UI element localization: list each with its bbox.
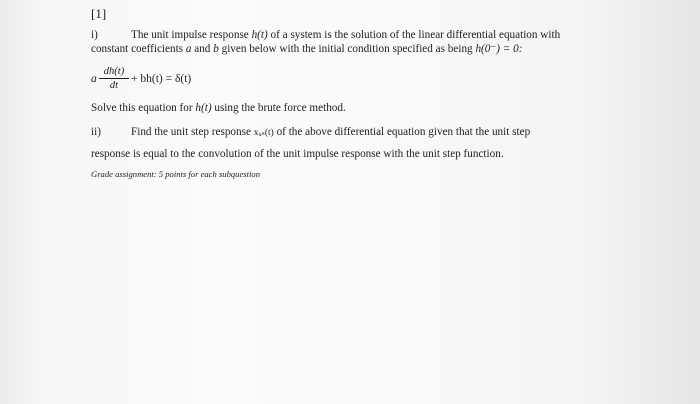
- part-ii-text-1: Find the unit step response: [131, 126, 254, 138]
- part-i-text-3: constant coefficients: [91, 43, 186, 55]
- part-ii-line-1: [91, 126, 530, 138]
- question-number: [1]: [91, 6, 107, 21]
- equation-coefficient: a: [91, 73, 97, 85]
- grade-note: Grade assignment: 5 points for each subquestion: [91, 169, 261, 179]
- solve-text-1: Solve this equation for: [91, 102, 196, 114]
- solve-h-symbol: h(t): [195, 102, 212, 114]
- part-i-text-2: of a system is the solution of the linear differential equation with: [267, 29, 561, 41]
- part-i-text-1: The unit impulse response: [131, 29, 252, 41]
- solve-text-2: using the brute force method.: [211, 102, 346, 114]
- fraction-numerator: dh(t): [103, 66, 125, 77]
- solve-instruction: [91, 102, 346, 114]
- part-ii-label: ii): [91, 126, 101, 138]
- part-ii-line-2: response is equal to the convolution of the unit impulse response with the unit step function.: [91, 148, 504, 160]
- part-i-text-5: given below with the initial condition specified as being: [218, 43, 476, 55]
- initial-condition: h(0⁻) = 0:: [475, 43, 523, 55]
- fraction-denominator: dt: [109, 80, 119, 91]
- derivative-fraction: [99, 66, 129, 91]
- impulse-response-symbol: h(t): [251, 29, 268, 41]
- part-i-line-1: [91, 29, 560, 41]
- coef-a-symbol: a: [185, 43, 192, 55]
- part-i-line-2: [91, 42, 522, 55]
- coef-b-symbol: b: [213, 43, 219, 55]
- part-i-text-4: and: [191, 43, 214, 55]
- equation-rhs: + bh(t) = δ(t): [131, 73, 192, 85]
- fraction-bar: [99, 78, 129, 79]
- step-response-symbol: xᵤₛ(t): [253, 128, 274, 138]
- part-ii-text-2: of the above differential equation given that the unit step: [273, 126, 531, 138]
- part-i-label: i): [91, 29, 98, 41]
